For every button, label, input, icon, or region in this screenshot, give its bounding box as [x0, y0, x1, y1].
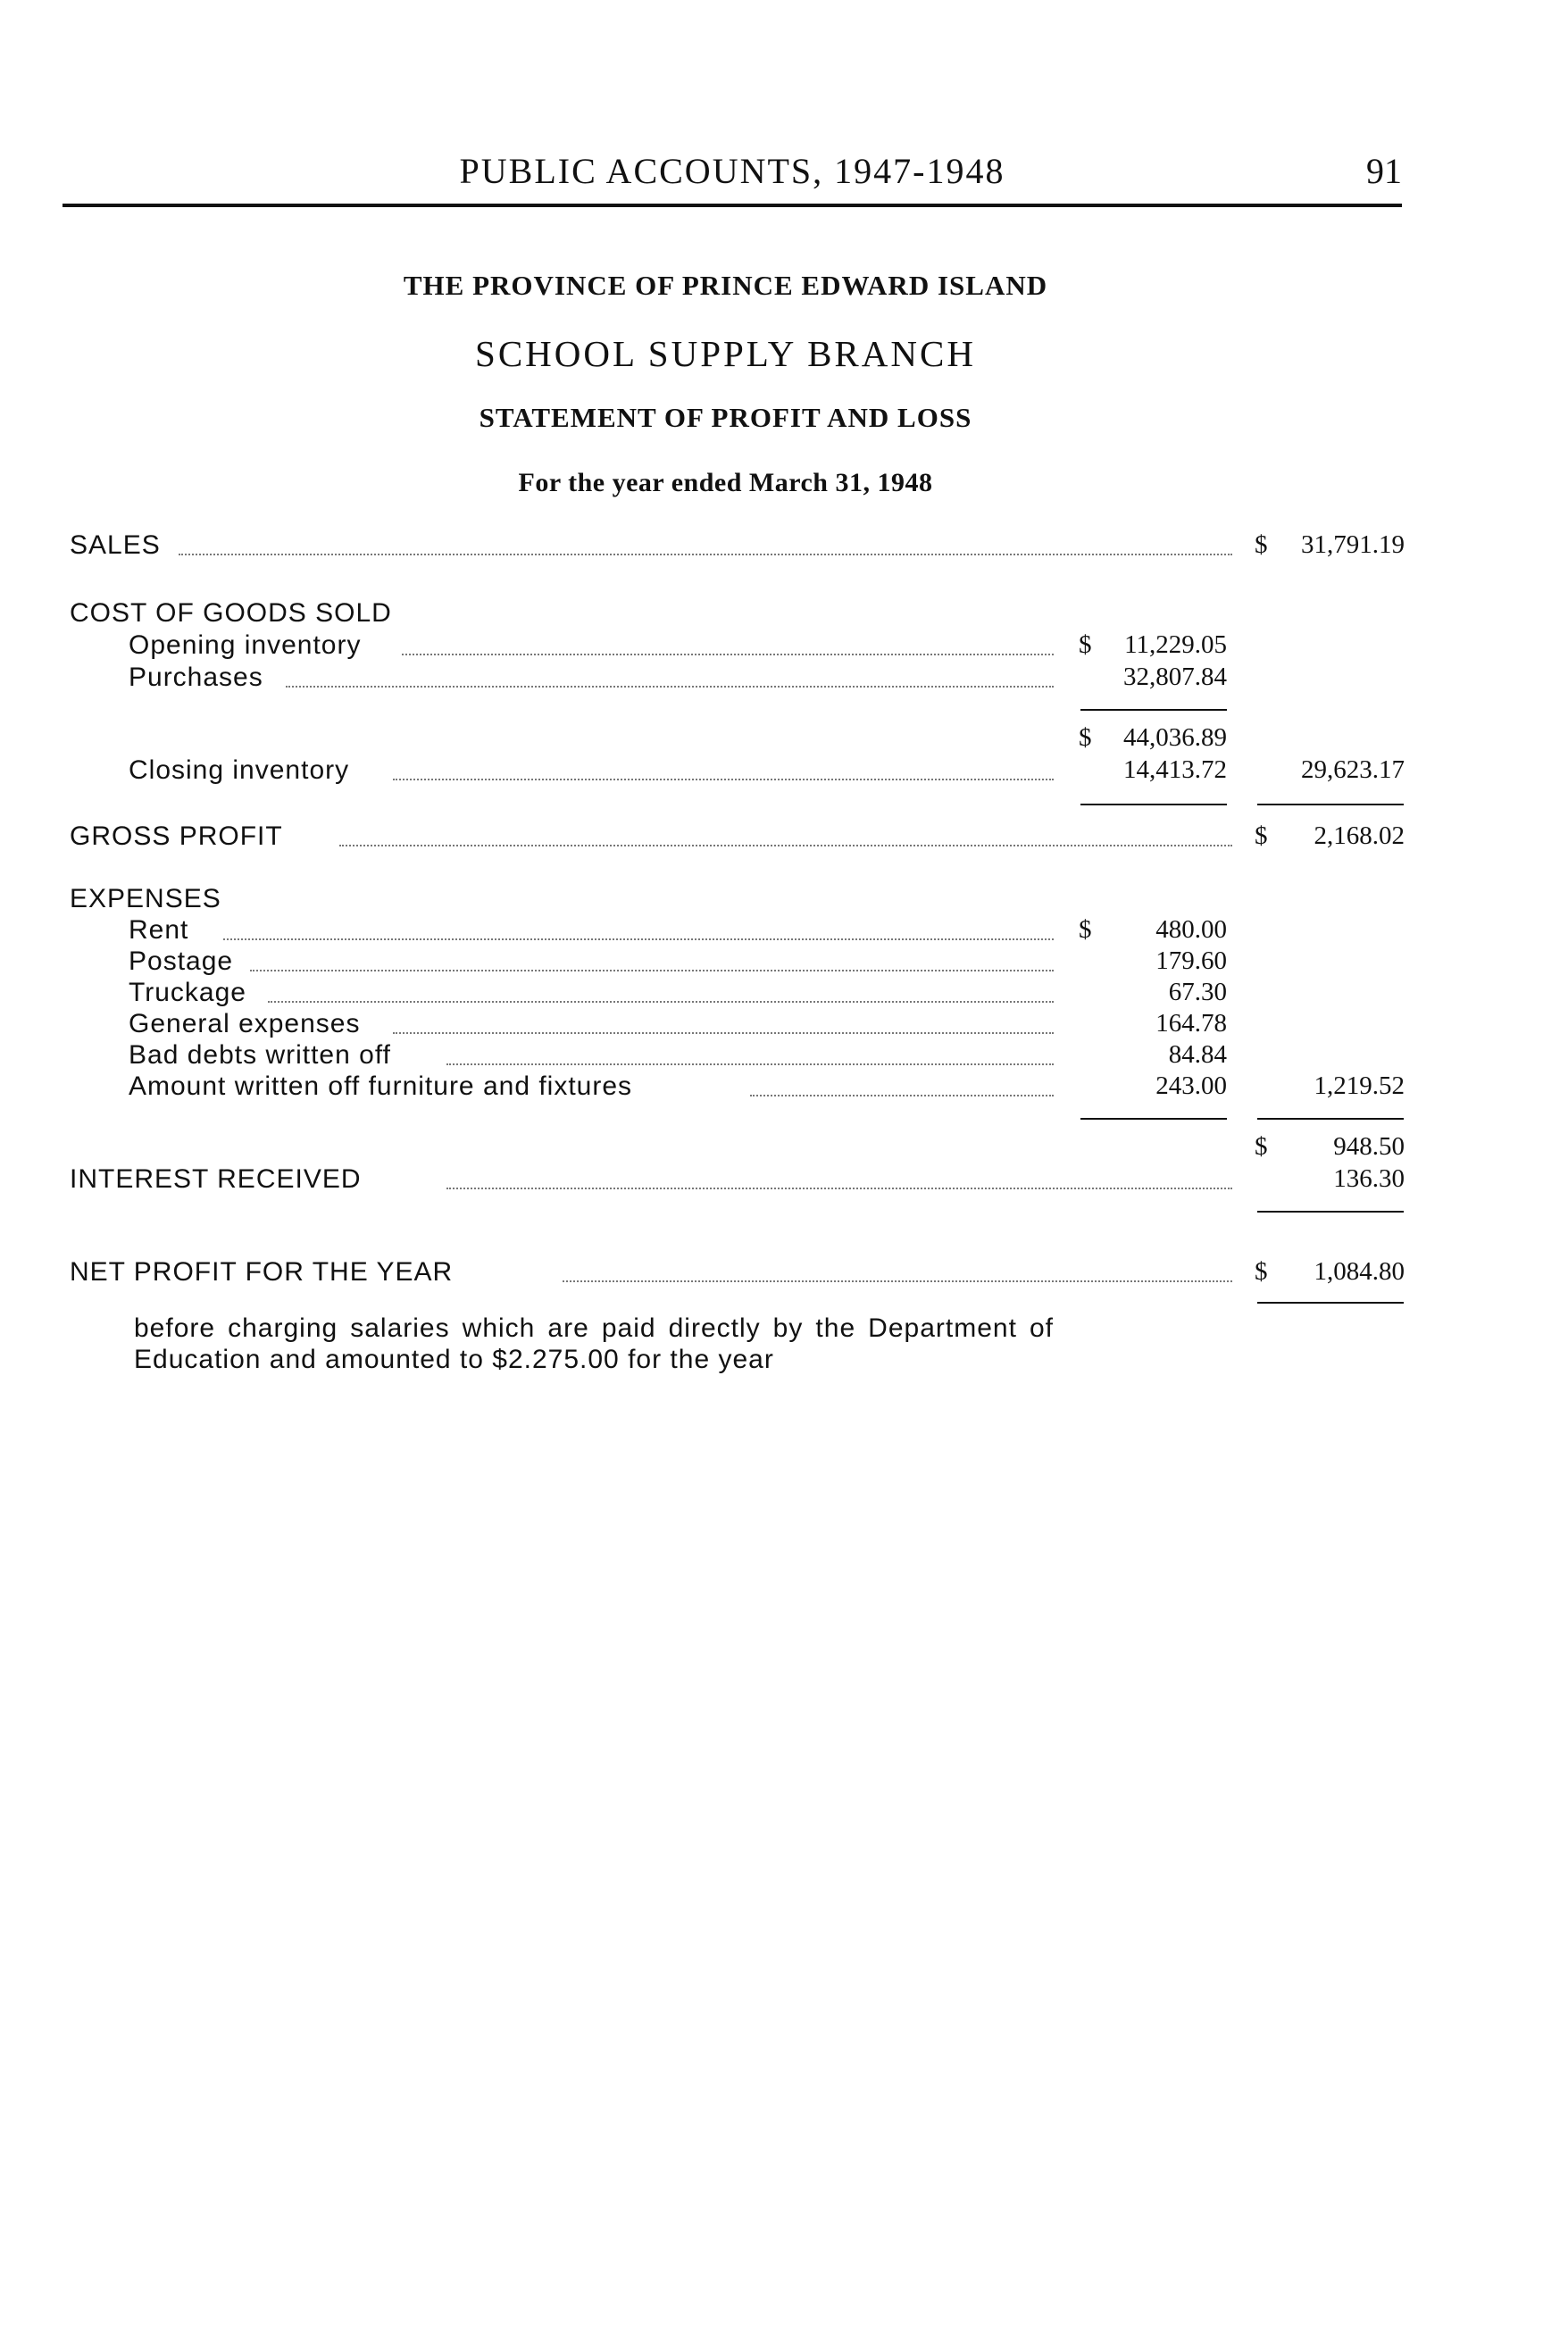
subtotal-rule — [1080, 709, 1227, 711]
expense-label: General expenses — [129, 1009, 366, 1039]
after-expenses-amount: 948.50 — [1333, 1132, 1405, 1161]
opening-inventory-amount: 11,229.05 — [1124, 630, 1227, 659]
cogs-heading: COST OF GOODS SOLD — [70, 598, 397, 629]
gross-profit-dollar: $ — [1255, 821, 1268, 850]
expenses-total-amount: 1,219.52 — [1314, 1071, 1405, 1100]
purchases-amount: 32,807.84 — [1123, 663, 1227, 691]
opening-inventory-row — [0, 630, 1568, 663]
interest-label: INTEREST RECEIVED — [70, 1164, 367, 1195]
expenses-rule — [1080, 1118, 1227, 1120]
after-expenses-row — [0, 1132, 1568, 1164]
dot-leader — [402, 654, 1054, 655]
dot-leader — [250, 970, 1054, 971]
net-profit-rule — [1257, 1302, 1404, 1304]
expense-amount: 67.30 — [1168, 978, 1227, 1006]
dot-leader — [339, 845, 1232, 846]
after-expenses-dollar: $ — [1255, 1132, 1268, 1161]
cogs-total-rule — [1257, 804, 1404, 805]
interest-row — [0, 1164, 1568, 1196]
expenses-total-rule — [1257, 1118, 1404, 1120]
closing-inventory-amount: 14,413.72 — [1123, 755, 1227, 784]
expenses-heading: EXPENSES — [70, 884, 227, 914]
expense-row — [0, 978, 1568, 1010]
expense-amount: 164.78 — [1155, 1009, 1227, 1038]
expense-label: Amount written off furniture and fixtures — [129, 1071, 638, 1102]
branch-heading: SCHOOL SUPPLY BRANCH — [475, 333, 976, 374]
expenses-heading-row — [0, 884, 1568, 916]
running-title: PUBLIC ACCOUNTS, 1947-1948 — [459, 151, 1005, 191]
expense-amount: 179.60 — [1155, 946, 1227, 975]
purchases-row — [0, 663, 1568, 695]
dot-leader — [446, 1188, 1232, 1189]
cogs-subtotal-row — [0, 723, 1568, 755]
gross-profit-amount: 2,168.02 — [1314, 821, 1405, 850]
expense-row — [0, 1009, 1568, 1041]
net-profit-amount: 1,084.80 — [1314, 1257, 1405, 1286]
dot-leader — [268, 1001, 1054, 1003]
expense-label: Rent — [129, 915, 194, 946]
dot-leader — [179, 554, 1232, 555]
dot-leader — [563, 1280, 1232, 1282]
closing-rule — [1080, 804, 1227, 805]
dot-leader — [286, 686, 1054, 688]
cogs-subtotal-amount: 44,036.89 — [1123, 723, 1227, 752]
running-head — [63, 150, 1402, 204]
net-profit-row — [0, 1257, 1568, 1289]
expense-dollar: $ — [1079, 915, 1092, 944]
gross-profit-row — [0, 821, 1568, 854]
sales-dollar: $ — [1255, 530, 1268, 559]
dot-leader — [223, 938, 1054, 940]
opening-inventory-dollar: $ — [1079, 630, 1092, 659]
header-rule — [63, 204, 1402, 207]
interest-amount: 136.30 — [1333, 1164, 1405, 1193]
net-profit-dollar: $ — [1255, 1257, 1268, 1286]
expense-row — [0, 1071, 1568, 1104]
expense-row — [0, 915, 1568, 947]
expense-label: Postage — [129, 946, 238, 977]
cogs-heading-row — [0, 598, 1568, 630]
expense-label: Bad debts written off — [129, 1040, 396, 1071]
statement-heading: STATEMENT OF PROFIT AND LOSS — [479, 402, 972, 433]
dot-leader — [393, 1032, 1054, 1034]
sales-row — [0, 530, 1568, 563]
province-heading: THE PROVINCE OF PRINCE EDWARD ISLAND — [403, 270, 1048, 301]
expense-row — [0, 1040, 1568, 1072]
cogs-total-amount: 29,623.17 — [1301, 755, 1405, 784]
expense-row — [0, 946, 1568, 979]
footnote: before charging salaries which are paid directly by the Department of Education and amounted to $2.275.00 for the year — [134, 1313, 1054, 1374]
sales-label: SALES — [70, 530, 166, 561]
closing-inventory-row — [0, 755, 1568, 788]
dot-leader — [446, 1063, 1054, 1065]
period-heading: For the year ended March 31, 1948 — [518, 468, 933, 497]
expense-label: Truckage — [129, 978, 252, 1008]
cogs-subtotal-dollar: $ — [1079, 723, 1092, 752]
gross-profit-label: GROSS PROFIT — [70, 821, 288, 852]
purchases-label: Purchases — [129, 663, 269, 693]
dot-leader — [750, 1095, 1054, 1096]
expense-amount: 480.00 — [1155, 915, 1227, 944]
sales-amount: 31,791.19 — [1301, 530, 1405, 559]
net-profit-label: NET PROFIT FOR THE YEAR — [70, 1257, 458, 1288]
dot-leader — [393, 779, 1054, 780]
interest-rule — [1257, 1211, 1404, 1213]
expense-amount: 243.00 — [1155, 1071, 1227, 1100]
closing-inventory-label: Closing inventory — [129, 755, 354, 786]
expense-amount: 84.84 — [1168, 1040, 1227, 1069]
opening-inventory-label: Opening inventory — [129, 630, 367, 661]
page-number: 91 — [1366, 151, 1402, 191]
